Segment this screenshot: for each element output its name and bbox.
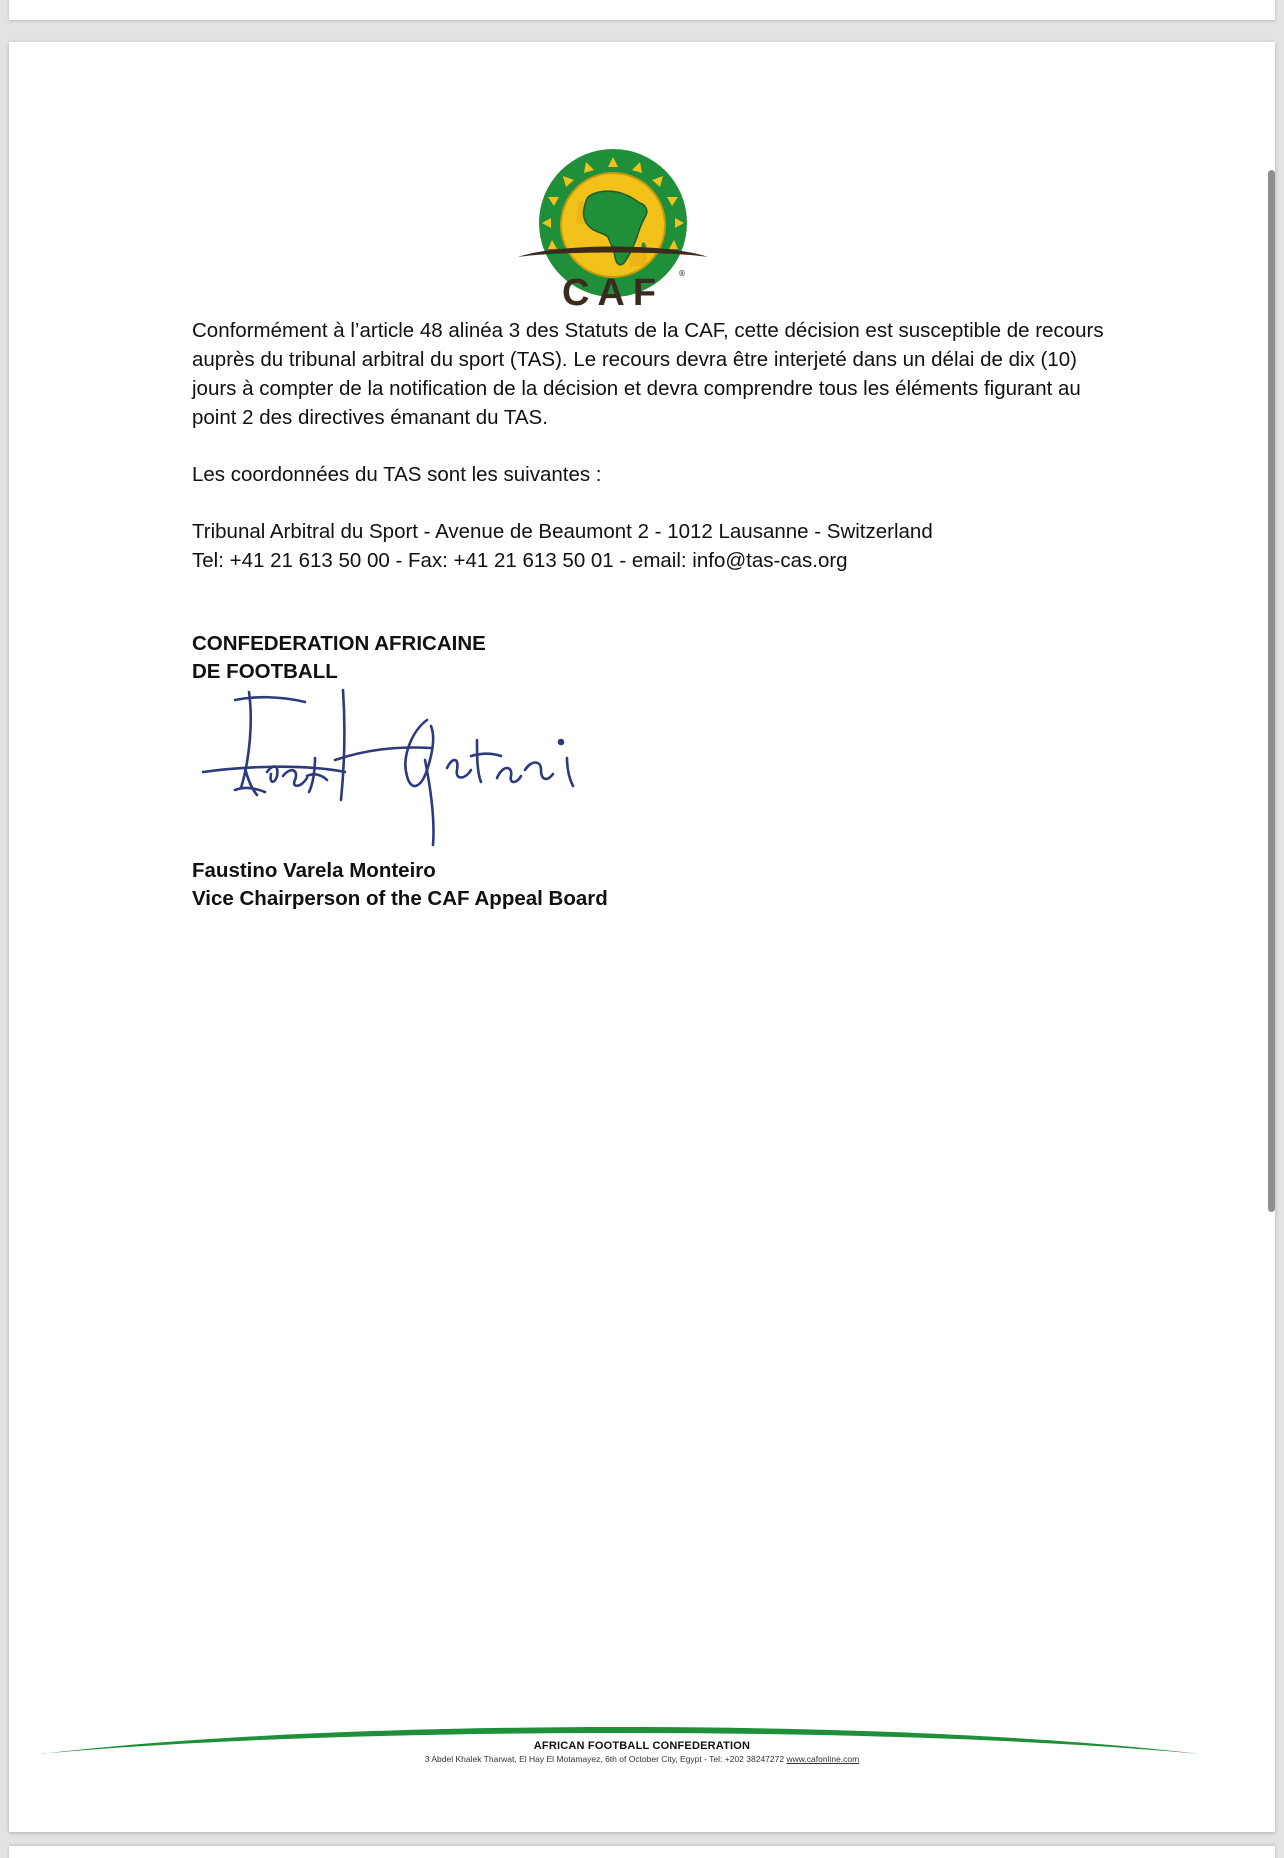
footer-address: 3 Abdel Khalek Tharwat, El Hay El Motamayez, 6th of October City, Egypt - Tel: +202 38247272 — [424, 1754, 785, 1764]
signature — [195, 680, 665, 860]
tas-contact: Tel: +41 21 613 50 00 - Fax: +41 21 613 50 01 - email: info@tas-cas.org — [192, 549, 848, 572]
appeal-paragraph: Conformément à l’article 48 alinéa 3 des Statuts de la CAF, cette décision est susceptible de recours auprès du tribunal arbitral du sport (TAS). Le recours devra être interjeté dans un délai de dix (10) jours à compter de la notification de la décision et devra comprendre tous les éléments figurant au point 2 des directives émanant du TAS. — [192, 319, 1104, 429]
signer-block — [192, 857, 608, 913]
organization-line-1: CONFEDERATION AFRICAINE — [192, 632, 486, 655]
caf-logo-graphic — [518, 145, 708, 313]
organization-line-2: DE FOOTBALL — [192, 660, 338, 683]
organization-block — [192, 630, 486, 686]
svg-text:®: ® — [678, 269, 686, 278]
scrollbar-thumb[interactable] — [1268, 170, 1275, 1212]
previous-page-edge — [9, 0, 1275, 20]
footer-address-line — [0, 1754, 1284, 1764]
document-body — [192, 316, 1122, 575]
next-page-edge — [9, 1846, 1275, 1858]
signer-title: Vice Chairperson of the CAF Appeal Board — [192, 887, 608, 910]
signer-name: Faustino Varela Monteiro — [192, 859, 436, 882]
footer-title: AFRICAN FOOTBALL CONFEDERATION — [533, 1740, 751, 1752]
tas-address: Tribunal Arbitral du Sport - Avenue de Beaumont 2 - 1012 Lausanne - Switzerland — [192, 520, 933, 543]
caf-logo-text: CAF — [561, 272, 665, 313]
tas-intro: Les coordonnées du TAS sont les suivantes : — [192, 463, 602, 486]
signature-graphic — [195, 680, 665, 860]
caf-logo — [518, 145, 708, 313]
footer-website-link[interactable]: www.cafonline.com — [786, 1754, 860, 1764]
